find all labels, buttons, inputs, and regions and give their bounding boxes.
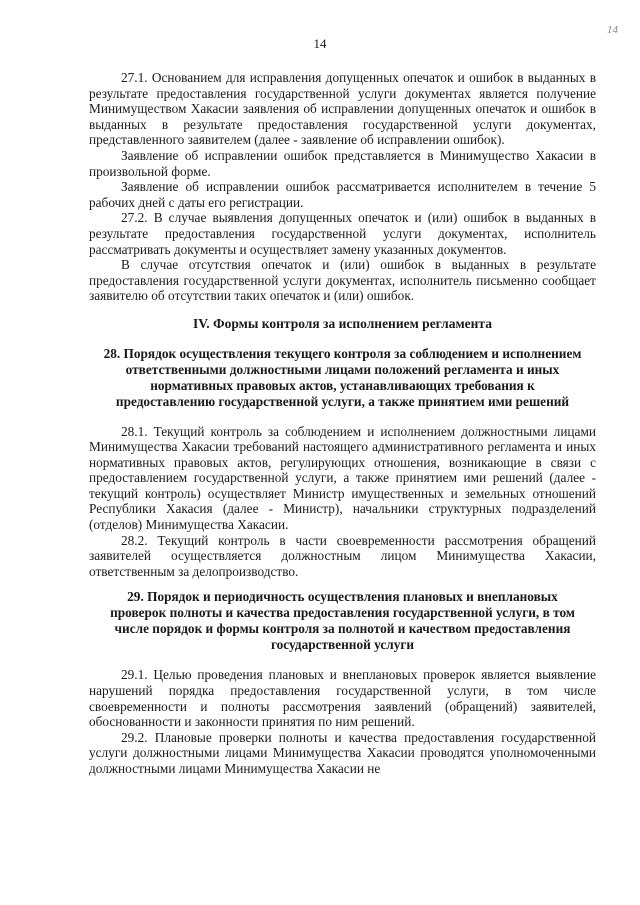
handwritten-page-mark: 14 [607,24,618,36]
heading-28: 28. Порядок осуществления текущего контроля за соблюдением и исполнением ответственными должностными лицами положений регламента и иных нормативных правовых актов, устанавливающих требования к предоставлению государственной услуги, а также принятием ими решений [103,345,582,409]
paragraph-29-2: 29.2. Плановые проверки полноты и качества предоставления государственной услуги должностными лицами Минимущества Хакасии проводятся уполномоченными должностными лицами Минимущества Хакасии не [89,729,596,776]
page-number: 14 [313,36,327,51]
paragraph-28-1: 28.1. Текущий контроль за соблюдением и исполнением должностными лицами Минимущества Хакасии требований настоящего административного регламента и иных нормативных правовых актов, регулирующих отношения, возникающие в связи с предоставлением государственной услуги, а также принятием ими решений (далее - текущий контроль) осуществляет Министр имущественных и земельных отношений Республики Хакасия (далее - Министр), начальники структурных подразделений (отделов) Минимущества Хакасии. [89,423,596,533]
paragraph-27-1-term: Заявление об исправлении ошибок рассматривается исполнителем в течение 5 рабочих дней с даты его регистрации. [89,179,596,210]
document-body [89,70,596,777]
paragraph-27-1-form: Заявление об исправлении ошибок представляется в Минимущество Хакасии в произвольной форме. [89,147,596,179]
paragraph-27-1: 27.1. Основанием для исправления допущенных опечаток и ошибок в выданных в результате предоставления государственной услуги документах является получение Минимуществом Хакасии заявления об исправлении допущенных опечаток и ошибок в выданных в результате предоставления государственной услуги документах, представленного заявителем (далее - заявление об исправлении ошибок). [89,70,596,148]
section-iv-title: IV. Формы контроля за исполнением регламента [193,315,492,331]
paragraph-27-2-absence: В случае отсутствия опечаток и (или) ошибок в выданных в результате предоставления государственной услуги документах, исполнитель письменно сообщает заявителю об отсутствии таких опечаток и (или) ошибок. [89,257,596,304]
heading-29: 29. Порядок и периодичность осуществления плановых и внеплановых проверок полноты и качества предоставления государственной услуги, в том числе порядок и формы контроля за полнотой и качеством предоставления государственной услуги [110,589,575,653]
paragraph-28-2: 28.2. Текущий контроль в части своевременности рассмотрения обращений заявителей осуществляется должностным лицом Минимущества Хакасии, ответственным за делопроизводство. [89,532,596,579]
paragraph-27-2: 27.2. В случае выявления допущенных опечаток и (или) ошибок в выданных в результате предоставления государственной услуги документах, исполнитель рассматривать документы и осуществляет замену указанных документов. [89,210,596,257]
paragraph-29-1: 29.1. Целью проведения плановых и внеплановых проверок является выявление нарушений порядка предоставления государственной услуги, в том числе своевременности и полноты рассмотрения заявлений (обращений) заявителей, обоснованности и законности принятия по ним решений. [89,667,596,730]
